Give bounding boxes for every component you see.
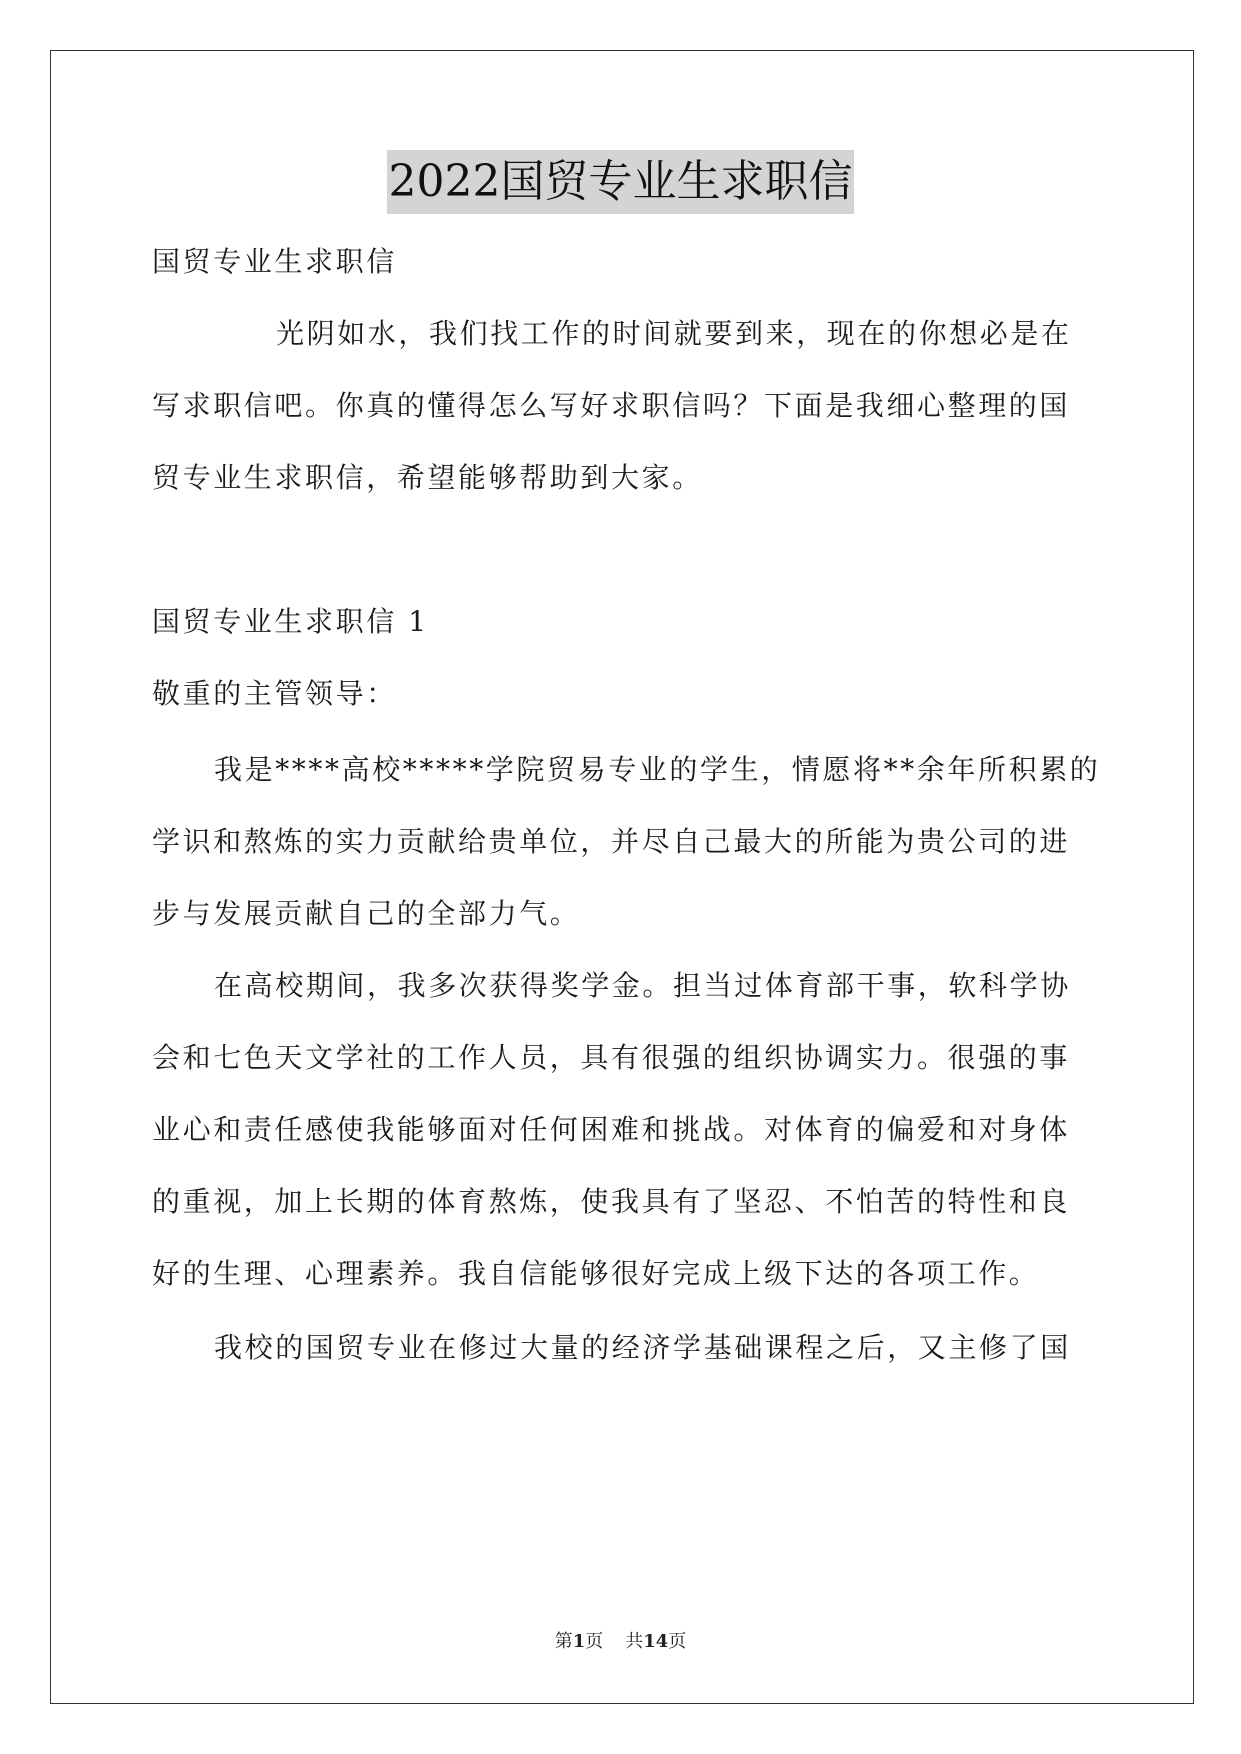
document-title: 2022国贸专业生求职信 [387, 150, 855, 214]
paragraph1-line-3: 步与发展贡献自己的全部力气。 [152, 897, 581, 930]
paragraph1-line-2: 学识和熬炼的实力贡献给贵单位，并尽自己最大的所能为贵公司的进 [152, 825, 1071, 858]
intro-line-2: 写求职信吧。你真的懂得怎么写好求职信吗？下面是我细心整理的国 [152, 389, 1071, 422]
paragraph1-line-1: 我是****高校*****学院贸易专业的学生，情愿将**余年所积累的 [214, 753, 1101, 786]
paragraph3-line-1: 我校的国贸专业在修过大量的经济学基础课程之后，又主修了国 [214, 1331, 1071, 1364]
page-footer [0, 1630, 1241, 1654]
salutation: 敬重的主管领导： [152, 677, 397, 710]
paragraph2-line-1: 在高校期间，我多次获得奖学金。担当过体育部干事，软科学协 [214, 969, 1071, 1002]
footer-page-suffix: 页 [585, 1631, 604, 1652]
intro-line-3: 贸专业生求职信，希望能够帮助到大家。 [152, 461, 703, 494]
footer-total-pages: 14 [643, 1631, 669, 1652]
footer-total-suffix: 页 [668, 1631, 687, 1652]
paragraph2-line-4: 的重视，加上长期的体育熬炼，使我具有了坚忍、不怕苦的特性和良 [152, 1185, 1071, 1218]
section-heading: 国贸专业生求职信 1 [152, 605, 429, 638]
footer-page-prefix: 第 [554, 1631, 573, 1652]
paragraph2-line-3: 业心和责任感使我能够面对任何困难和挑战。对体育的偏爱和对身体 [152, 1113, 1071, 1146]
footer-page-number: 1 [572, 1631, 586, 1652]
paragraph2-line-2: 会和七色天文学社的工作人员，具有很强的组织协调实力。很强的事 [152, 1041, 1071, 1074]
page-border [50, 50, 1194, 1704]
intro-line-1: 光阴如水，我们找工作的时间就要到来，现在的你想必是在 [276, 317, 1072, 350]
paragraph2-line-5: 好的生理、心理素养。我自信能够很好完成上级下达的各项工作。 [152, 1257, 1040, 1290]
document-subtitle: 国贸专业生求职信 [152, 245, 397, 278]
title-container [0, 150, 1241, 214]
footer-total-prefix: 共 [625, 1631, 644, 1652]
